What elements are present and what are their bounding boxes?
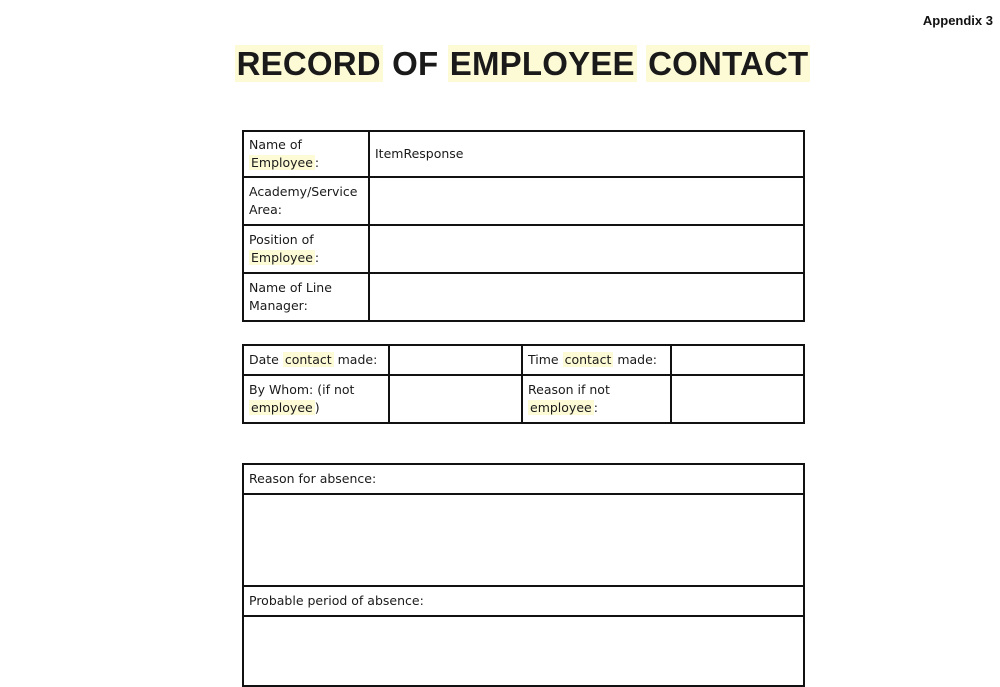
by-whom-field[interactable]	[389, 375, 522, 423]
title-word-employee: EMPLOYEE	[449, 45, 635, 82]
line-manager-label: Name of Line Manager:	[243, 273, 369, 321]
academy-service-area-field[interactable]	[369, 177, 804, 225]
reason-for-absence-label: Reason for absence:	[243, 464, 804, 494]
probable-period-label: Probable period of absence:	[243, 586, 804, 616]
table-row	[243, 375, 804, 423]
table-row	[243, 586, 804, 616]
appendix-label: Appendix 3	[922, 13, 993, 28]
reason-not-employee-label: Reason if not employee :	[522, 375, 671, 423]
page-title	[0, 45, 1000, 83]
employee-details-table	[242, 130, 805, 322]
date-contact-field[interactable]	[389, 345, 522, 375]
probable-period-field[interactable]	[243, 616, 804, 686]
employee-position-field[interactable]	[369, 225, 804, 273]
title-word-record: RECORD	[236, 45, 381, 82]
table-row	[243, 616, 804, 686]
table-row	[243, 177, 804, 225]
table-row	[243, 464, 804, 494]
time-contact-label: Time contact made:	[522, 345, 671, 375]
academy-service-area-label: Academy/Service Area:	[243, 177, 369, 225]
time-contact-field[interactable]	[671, 345, 804, 375]
by-whom-label: By Whom: (if not employee )	[243, 375, 389, 423]
absence-details-table	[242, 463, 805, 687]
table-row	[243, 494, 804, 586]
employee-position-label: Position of Employee :	[243, 225, 369, 273]
contact-details-table	[242, 344, 805, 424]
title-word-contact: CONTACT	[648, 45, 809, 82]
table-row	[243, 225, 804, 273]
date-contact-label: Date contact made:	[243, 345, 389, 375]
line-manager-field[interactable]	[369, 273, 804, 321]
reason-not-employee-field[interactable]	[671, 375, 804, 423]
title-word-of: OF	[392, 45, 439, 82]
table-row	[243, 273, 804, 321]
table-row	[243, 131, 804, 177]
employee-name-field[interactable]: ItemResponse	[369, 131, 804, 177]
reason-for-absence-field[interactable]	[243, 494, 804, 586]
table-row	[243, 345, 804, 375]
employee-name-label: Name of Employee :	[243, 131, 369, 177]
